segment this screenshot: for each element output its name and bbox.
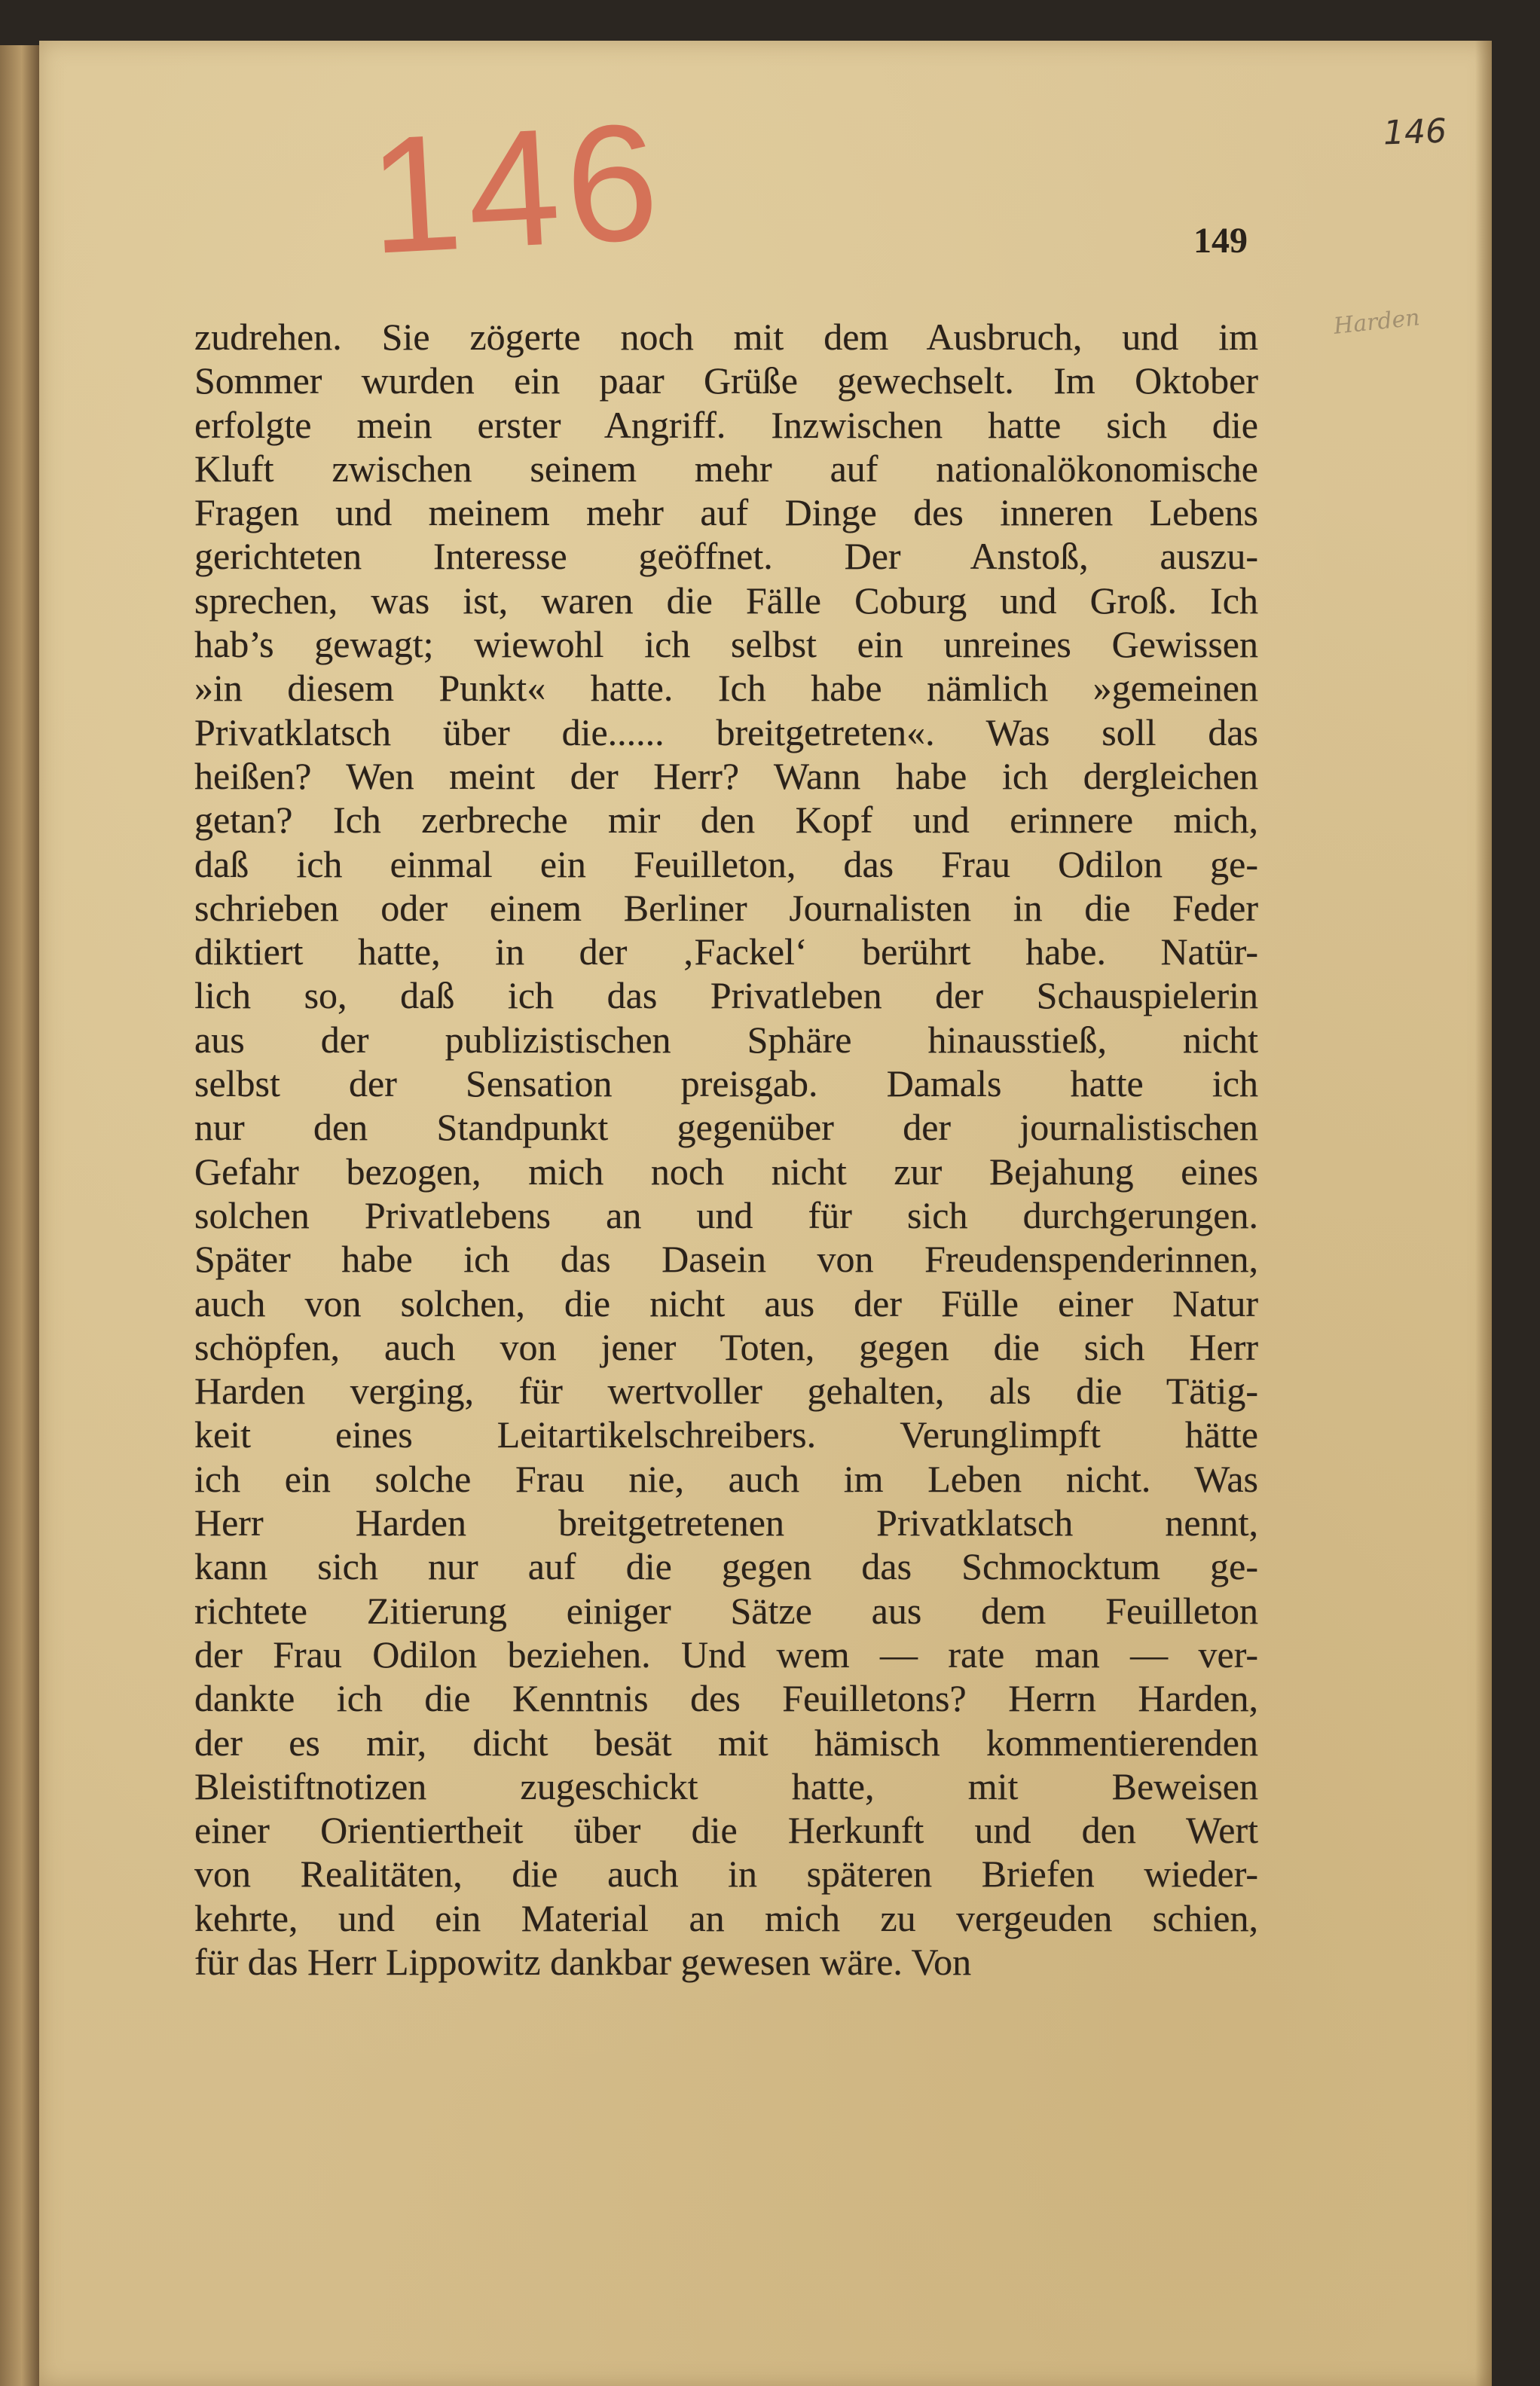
text-line: Gefahr bezogen, mich noch nicht zur Bejahung eines <box>194 1150 1258 1193</box>
text-line: einer Orientiertheit über die Herkunft und den Wert <box>194 1809 1258 1852</box>
text-line: Sommer wurden ein paar Grüße gewechselt. Im Oktober <box>194 359 1258 402</box>
text-line: solchen Privatlebens an und für sich durchgerungen. <box>194 1193 1258 1236</box>
archive-stamp-number: 146 <box>364 87 669 289</box>
pencil-folio-number: 146 <box>1383 112 1447 153</box>
margin-pencil-note: Harden <box>1332 304 1422 340</box>
text-line: Kluft zwischen seinem mehr auf nationalökonomische <box>194 447 1258 490</box>
text-line: für das Herr Lippowitz dankbar gewesen wäre. Von <box>194 1940 972 1983</box>
text-line: keit eines Leitartikelschreibers. Verunglimpft hätte <box>194 1413 1258 1456</box>
text-line: auch von solchen, die nicht aus der Fülle einer Natur <box>194 1282 1258 1324</box>
text-line: sprechen, was ist, waren die Fälle Coburg und Groß. Ich <box>194 579 1258 622</box>
text-line: ich ein solche Frau nie, auch im Leben nicht. Was <box>194 1457 1258 1500</box>
text-line: Harden verging, für wertvoller gehalten, als die Tätig- <box>194 1370 1258 1413</box>
text-line: der Frau Odilon beziehen. Und wem — rate man — ver- <box>194 1633 1258 1676</box>
text-line: diktiert hatte, in der ‚Fackel‘ berührt habe. Natür- <box>194 930 1258 973</box>
text-line: heißen? Wen meint der Herr? Wann habe ich dergleichen <box>194 754 1258 797</box>
text-line: der es mir, dicht besät mit hämisch kommentierenden <box>194 1721 1258 1764</box>
text-line: erfolgte mein erster Angriff. Inzwischen hatte sich die <box>194 403 1258 446</box>
text-line: aus der publizistischen Sphäre hinausstieß, nicht <box>194 1018 1258 1061</box>
text-line: nur den Standpunkt gegenüber der journalistischen <box>194 1106 1258 1149</box>
text-line: schöpfen, auch von jener Toten, gegen die sich Herr <box>194 1325 1258 1368</box>
text-line: Privatklatsch über die...... breitgetreten«. Was soll das <box>194 710 1258 753</box>
text-line: Bleistiftnotizen zugeschickt hatte, mit Beweisen <box>194 1764 1258 1807</box>
page-number: 149 <box>1193 221 1248 261</box>
text-line: zudrehen. Sie zögerte noch mit dem Ausbruch, und im <box>194 316 1258 358</box>
text-line: von Realitäten, die auch in späteren Briefen wieder- <box>194 1853 1258 1896</box>
text-line: »in diesem Punkt« hatte. Ich habe nämlich »gemeinen <box>194 667 1258 710</box>
text-line: Fragen und meinem mehr auf Dinge des inneren Lebens <box>194 491 1258 534</box>
text-line: getan? Ich zerbreche mir den Kopf und erinnere mich, <box>194 799 1258 842</box>
text-line: gerichteten Interesse geöffnet. Der Anstoß, auszu- <box>194 535 1258 578</box>
text-line: Später habe ich das Dasein von Freudenspenderinnen, <box>194 1238 1258 1281</box>
body-text <box>194 315 1258 1984</box>
page-edge-shadow <box>1475 41 1492 2386</box>
text-line: richtete Zitierung einiger Sätze aus dem Feuilleton <box>194 1589 1258 1632</box>
text-line: kehrte, und ein Material an mich zu vergeuden schien, <box>194 1896 1258 1939</box>
text-line: daß ich einmal ein Feuilleton, das Frau Odilon ge- <box>194 842 1258 885</box>
text-line: schrieben oder einem Berliner Journalisten in die Feder <box>194 886 1258 929</box>
book-spine-edge <box>0 45 39 2386</box>
text-line: kann sich nur auf die gegen das Schmocktum ge- <box>194 1545 1258 1588</box>
text-line: lich so, daß ich das Privatleben der Schauspielerin <box>194 974 1258 1017</box>
text-line: dankte ich die Kenntnis des Feuilletons? Herrn Harden, <box>194 1677 1258 1720</box>
text-line: Herr Harden breitgetretenen Privatklatsch nennt, <box>194 1502 1258 1544</box>
text-line: hab’s gewagt; wiewohl ich selbst ein unreines Gewissen <box>194 623 1258 666</box>
text-line: selbst der Sensation preisgab. Damals hatte ich <box>194 1062 1258 1105</box>
